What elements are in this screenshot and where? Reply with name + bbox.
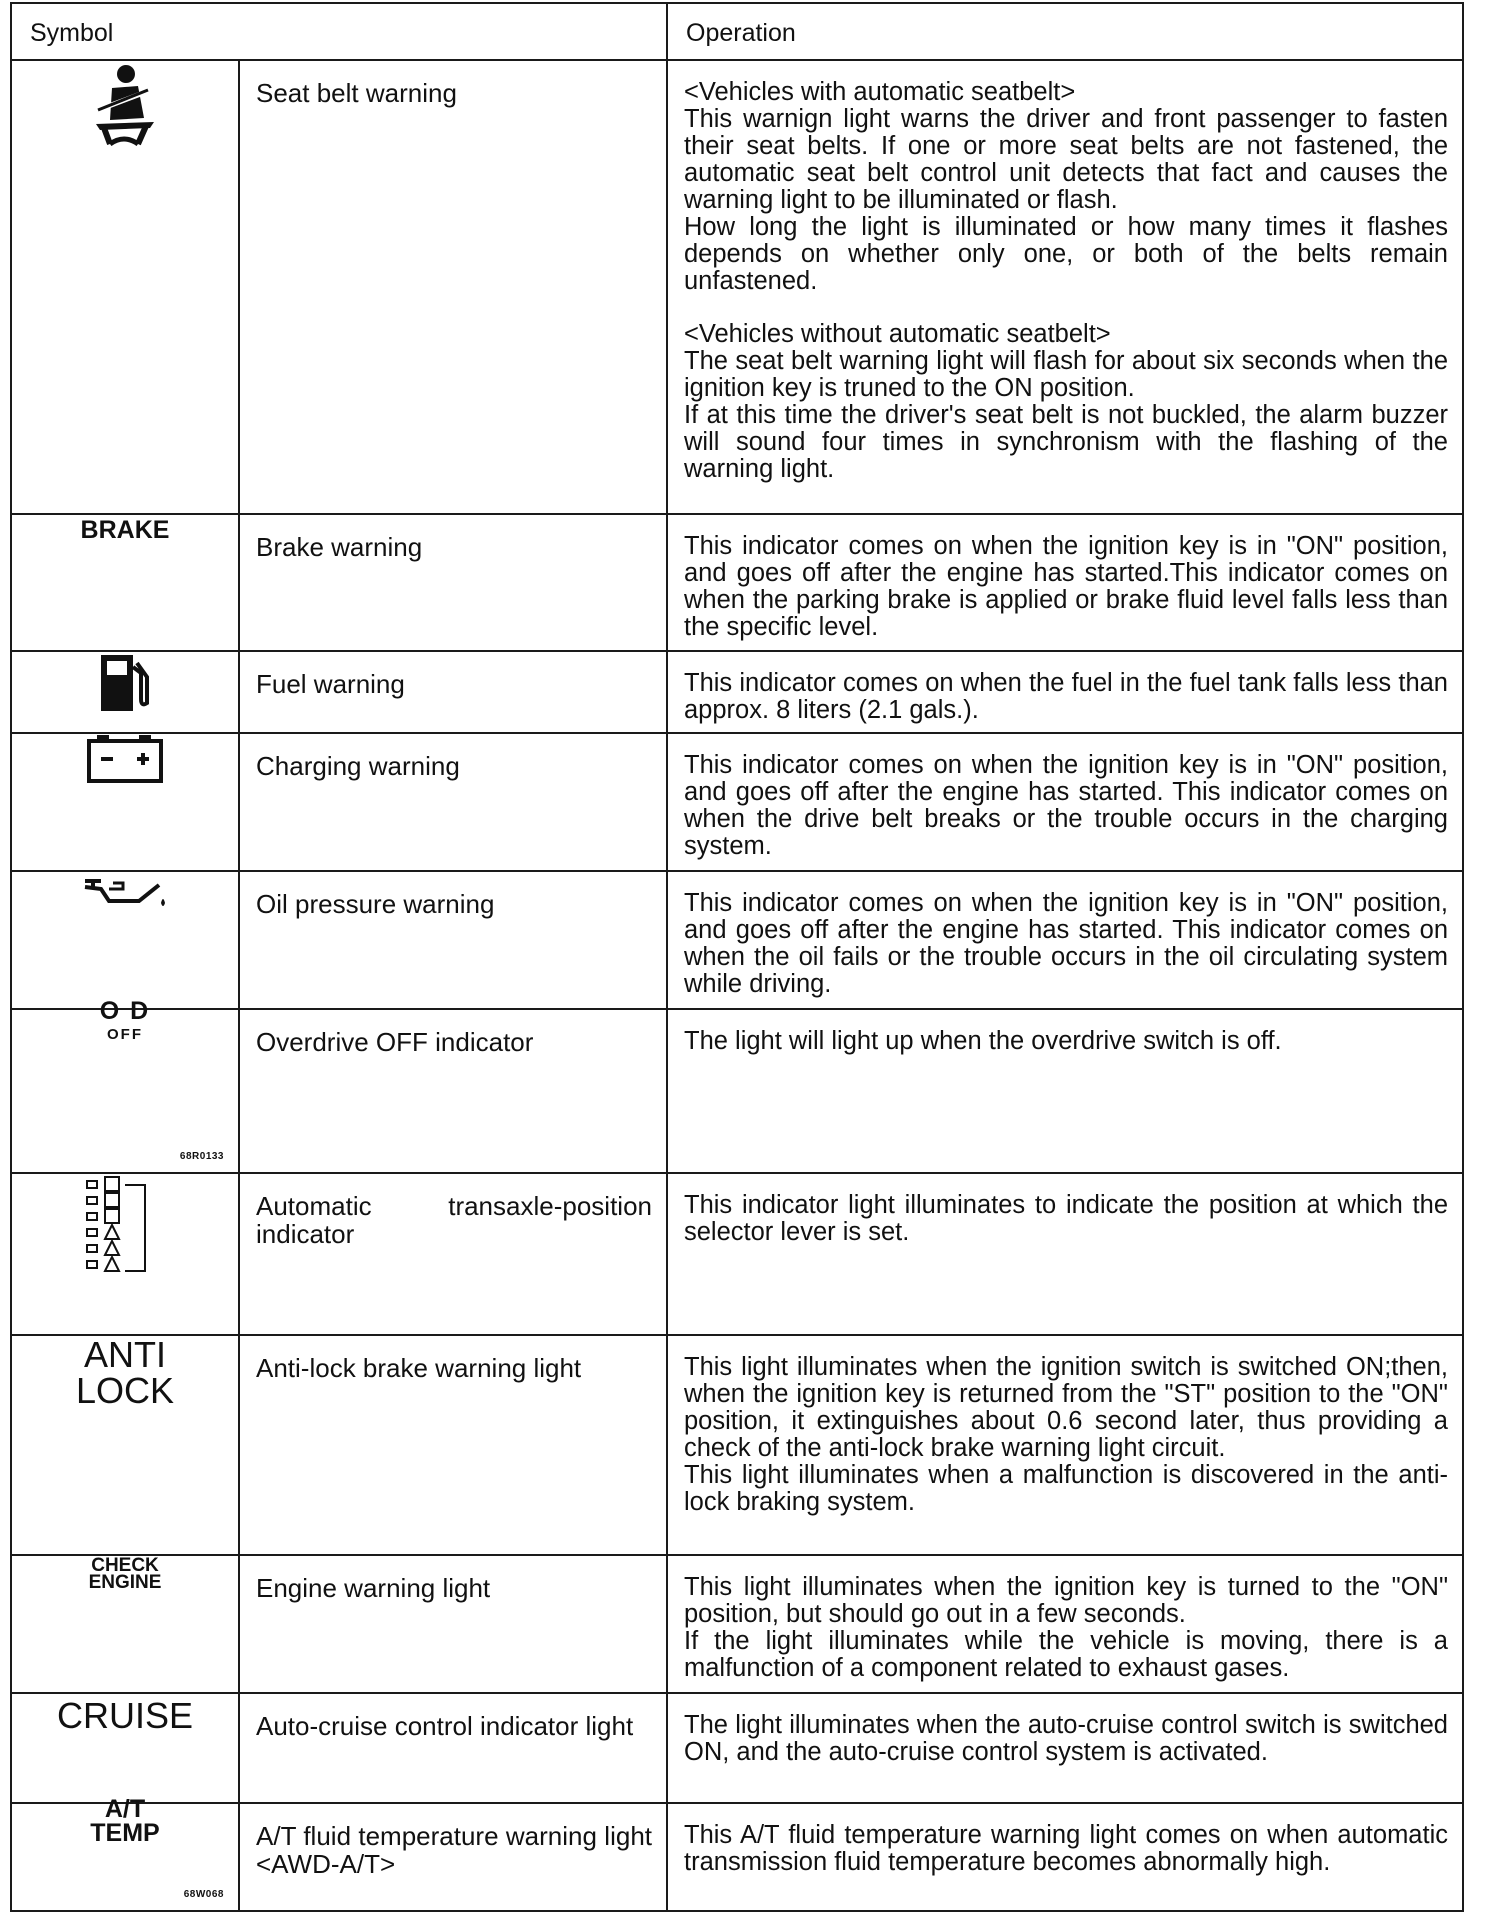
warning-lights-table	[10, 2, 1464, 1912]
operation-paragraph: How long the light is illuminated or how many times it flashes depends on whether only one, or both of the belts remain unfastened.	[684, 213, 1448, 295]
operation-paragraph: <Vehicles with automatic seatbelt>	[684, 78, 1076, 106]
od-symbol-text: O D	[99, 997, 151, 1025]
table-row	[11, 1555, 1463, 1693]
warning-name: Auto-cruise control indicator light	[239, 1693, 667, 1803]
symbol-cell	[11, 1795, 239, 1911]
operation-text	[667, 60, 1463, 514]
symbol-cell	[11, 514, 239, 651]
symbol-cell	[11, 1335, 239, 1555]
operation-paragraph: This warnign light warns the driver and front passenger to fasten their seat belts. If one or more seat belts are not fastened, the automatic seat belt control unit detects that fact and causes the warning light to be illuminated or flash.	[684, 105, 1448, 214]
cruise-symbol-text: CRUISE	[56, 1695, 194, 1736]
figure-code: 68W068	[183, 1889, 224, 1900]
operation-text	[667, 1335, 1463, 1555]
warning-name: Overdrive OFF indicator	[239, 1009, 667, 1173]
check-engine-symbol	[13, 1557, 237, 1591]
warning-name: Fuel warning	[239, 651, 667, 733]
operation-paragraph: This A/T fluid temperature warning light comes on when automatic transmission fluid temperature becomes abnormally high.	[684, 1821, 1448, 1876]
symbol-cell	[11, 651, 239, 733]
operation-text	[667, 871, 1463, 1009]
operation-text	[667, 1555, 1463, 1693]
symbol-cell	[11, 60, 239, 514]
warning-name: Brake warning	[239, 514, 667, 651]
operation-paragraph: If the light illuminates while the vehicle is moving, there is a malfunction of a component related to exhaust gases.	[684, 1627, 1448, 1682]
operation-paragraph: The light illuminates when the auto-cruise control switch is switched ON, and the auto-cruise control system is activated.	[684, 1711, 1448, 1766]
warning-name: Oil pressure warning	[239, 871, 667, 1009]
overdrive-symbol	[13, 997, 237, 1043]
table-row	[11, 1335, 1463, 1555]
operation-text	[667, 514, 1463, 651]
symbol-column-header: Symbol	[11, 3, 667, 60]
operation-paragraph: This indicator light illuminates to indicate the position at which the selector lever is set.	[684, 1191, 1448, 1246]
warning-name: A/T fluid temperature warning light <AWD-A/T>	[239, 1803, 667, 1911]
check-symbol-text: CHECK	[91, 1555, 159, 1576]
lock-symbol-text: LOCK	[75, 1370, 175, 1411]
off-symbol-text: OFF	[107, 1026, 143, 1043]
operation-text	[667, 651, 1463, 733]
table-row	[11, 1173, 1463, 1335]
brake-symbol-text: BRAKE	[80, 516, 170, 544]
operation-paragraph: <Vehicles without automatic seatbelt>	[684, 320, 1111, 348]
operation-text	[667, 1803, 1463, 1911]
at-temp-symbol	[13, 1797, 237, 1845]
operation-paragraph: The seat belt warning light will flash for about six seconds when the ignition key is truned to the ON position.	[684, 347, 1448, 402]
operation-paragraph: If at this time the driver's seat belt is not buckled, the alarm buzzer will sound four times in synchronism with the flashing of the warning light.	[684, 401, 1448, 483]
operation-paragraph: This light illuminates when the ignition switch is switched ON;then, when the ignition key is returned from the "ST" position to the "ON" position, it extinguishes about 0.6 second later, thus providing a check of the anti-lock brake warning light circuit.	[684, 1353, 1448, 1462]
table-row	[11, 1009, 1463, 1173]
operation-paragraph: The light will light up when the overdrive switch is off.	[684, 1027, 1282, 1055]
warning-name: Automatic transaxle-position indicator	[239, 1173, 667, 1335]
operation-paragraph: This light illuminates when the ignition key is turned to the "ON" position, but should go out in a few seconds.	[684, 1573, 1448, 1628]
anti-lock-symbol	[13, 1334, 237, 1411]
anti-symbol-text: ANTI	[83, 1334, 166, 1375]
operation-text	[667, 1693, 1463, 1803]
symbol-cell	[11, 1173, 239, 1335]
warning-name: Engine warning light	[239, 1555, 667, 1693]
symbol-cell	[11, 1555, 239, 1693]
table-row	[11, 60, 1463, 514]
warning-name: Anti-lock brake warning light	[239, 1335, 667, 1555]
warning-name: Seat belt warning	[239, 60, 667, 514]
table-row	[11, 651, 1463, 733]
fuel-pump-icon	[13, 653, 237, 713]
table-row	[11, 733, 1463, 871]
warning-name: Charging warning	[239, 733, 667, 871]
operation-text	[667, 1173, 1463, 1335]
operation-paragraph: This indicator comes on when the ignition key is in "ON" position, and goes off after the engine has started.This indicator comes on when the parking brake is applied or brake fluid level falls less than the specific level.	[684, 532, 1448, 641]
at-symbol-text: A/T	[104, 1795, 146, 1823]
operation-paragraph: This light illuminates when a malfunction is discovered in the anti-lock braking system.	[684, 1461, 1448, 1516]
symbol-cell	[11, 871, 239, 1009]
seatbelt-icon	[13, 62, 237, 146]
operation-text	[667, 1009, 1463, 1173]
operation-column-header: Operation	[667, 3, 1463, 60]
table-row	[11, 514, 1463, 651]
table-row	[11, 871, 1463, 1009]
transaxle-position-icon	[13, 1175, 237, 1279]
table-header-row	[11, 3, 1463, 60]
operation-paragraph: This indicator comes on when the fuel in the fuel tank falls less than approx. 8 liters (2.1 gals.).	[684, 669, 1448, 724]
symbol-cell	[11, 997, 239, 1173]
operation-paragraph: This indicator comes on when the ignition key is in "ON" position, and goes off after the engine has started. This indicator comes on when the drive belt breaks or the trouble occurs in the charging system.	[684, 751, 1448, 860]
symbol-cell	[11, 733, 239, 871]
table-row	[11, 1803, 1463, 1911]
table-row	[11, 1693, 1463, 1803]
battery-icon	[13, 735, 237, 783]
temp-symbol-text: TEMP	[90, 1819, 160, 1847]
figure-code: 68R0133	[179, 1151, 224, 1162]
symbol-cell	[11, 1693, 239, 1803]
operation-text	[667, 733, 1463, 871]
engine-symbol-text: ENGINE	[88, 1572, 162, 1593]
operation-paragraph: This indicator comes on when the ignition key is in "ON" position, and goes off after the engine has started. This indicator comes on when the oil fails or the trouble occurs in the oil circulating system while driving.	[684, 889, 1448, 998]
oil-can-icon	[13, 873, 237, 913]
